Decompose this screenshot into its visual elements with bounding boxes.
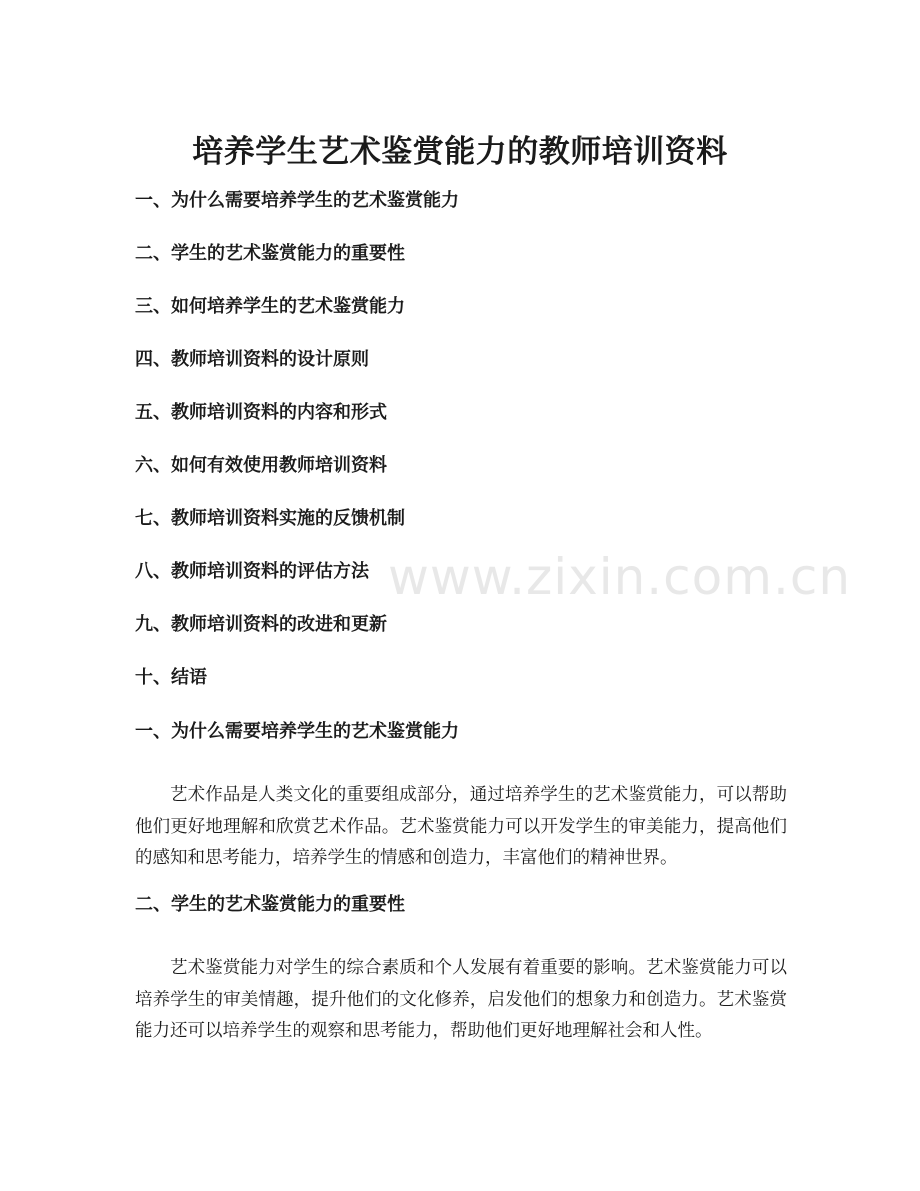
toc-item-3: 三、如何培养学生的艺术鉴赏能力 bbox=[135, 296, 405, 317]
section-paragraph: 艺术鉴赏能力对学生的综合素质和个人发展有着重要的影响。艺术鉴赏能力可以培养学生的审美情趣，提升他们的文化修养，启发他们的想象力和创造力。艺术鉴赏能力还可以培养学生的观察和思考能力，帮助他们更好地理解社会和人性。 bbox=[135, 958, 787, 1041]
toc-item-4: 四、教师培训资料的设计原则 bbox=[135, 349, 369, 370]
toc-item-9: 九、教师培训资料的改进和更新 bbox=[135, 614, 387, 635]
toc-item-5: 五、教师培训资料的内容和形式 bbox=[135, 402, 387, 423]
toc-item-8: 八、教师培训资料的评估方法 bbox=[135, 561, 369, 582]
document-title: 培养学生艺术鉴赏能力的教师培训资料 bbox=[192, 133, 728, 170]
toc-item-7: 七、教师培训资料实施的反馈机制 bbox=[135, 508, 405, 529]
section-heading: 一、为什么需要培养学生的艺术鉴赏能力 bbox=[135, 721, 459, 742]
toc-item-10: 十、结语 bbox=[135, 667, 207, 688]
table-of-contents bbox=[135, 186, 795, 716]
section-heading: 二、学生的艺术鉴赏能力的重要性 bbox=[135, 894, 405, 915]
section-paragraph: 艺术作品是人类文化的重要组成部分，通过培养学生的艺术鉴赏能力，可以帮助他们更好地理解和欣赏艺术作品。艺术鉴赏能力可以开发学生的审美能力，提高他们的感知和思考能力，培养学生的情感和创造力，丰富他们的精神世界。 bbox=[135, 785, 787, 868]
toc-item-6: 六、如何有效使用教师培训资料 bbox=[135, 455, 387, 476]
section-1 bbox=[135, 717, 787, 875]
section-2 bbox=[135, 890, 787, 1048]
watermark: www.zixin.com.cn bbox=[388, 548, 852, 606]
toc-item-2: 二、学生的艺术鉴赏能力的重要性 bbox=[135, 243, 405, 264]
toc-item-1: 一、为什么需要培养学生的艺术鉴赏能力 bbox=[135, 190, 459, 211]
